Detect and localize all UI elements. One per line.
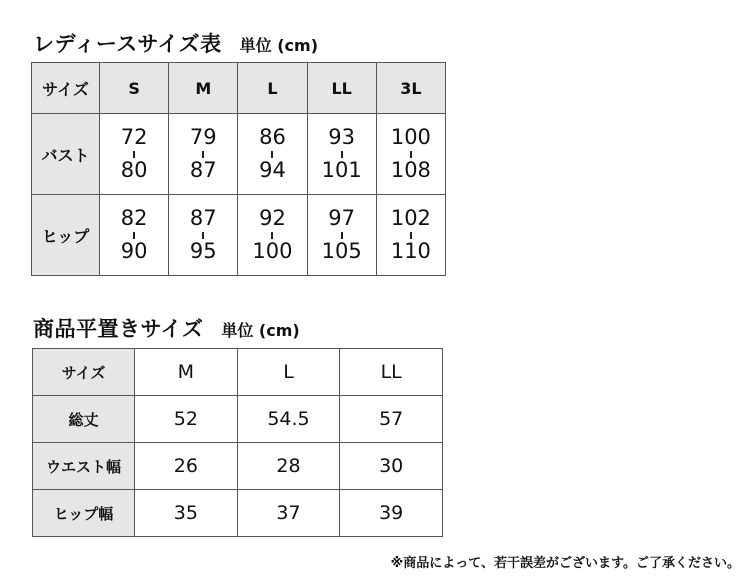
table-row bbox=[33, 490, 443, 537]
range-separator-icon bbox=[341, 232, 343, 239]
header-cell: サイズ bbox=[32, 63, 100, 114]
header-cell: L bbox=[238, 63, 307, 114]
ladies-size-table bbox=[31, 62, 446, 276]
value-cell: 52 bbox=[135, 396, 238, 443]
row-label: ウエスト幅 bbox=[33, 443, 135, 490]
range-min: 97 bbox=[328, 206, 356, 230]
table-row bbox=[33, 396, 443, 443]
table-header-row bbox=[32, 63, 446, 114]
range-separator-icon bbox=[410, 232, 412, 239]
range-cell bbox=[238, 195, 307, 276]
range-max: 100 bbox=[252, 239, 293, 263]
range-cell bbox=[376, 114, 445, 195]
range-min: 82 bbox=[120, 206, 148, 230]
header-cell: サイズ bbox=[33, 349, 135, 396]
table-row bbox=[32, 195, 446, 276]
range-max: 101 bbox=[321, 158, 362, 182]
row-label: ヒップ bbox=[32, 195, 100, 276]
value-cell: 37 bbox=[237, 490, 340, 537]
range-min: 102 bbox=[390, 206, 431, 230]
range-separator-icon bbox=[341, 151, 343, 158]
header-cell: LL bbox=[307, 63, 376, 114]
header-cell: LL bbox=[340, 349, 443, 396]
range-max: 90 bbox=[120, 239, 148, 263]
row-label: ヒップ幅 bbox=[33, 490, 135, 537]
range-min: 72 bbox=[120, 125, 148, 149]
flat-size-unit: 単位 (cm) bbox=[221, 321, 300, 340]
range-min: 87 bbox=[189, 206, 217, 230]
range-cell bbox=[238, 114, 307, 195]
disclaimer-note: ※商品によって、若干誤差がございます。ご了承ください。 bbox=[390, 556, 740, 571]
range-cell bbox=[100, 114, 169, 195]
range-cell bbox=[376, 195, 445, 276]
value-cell: 30 bbox=[340, 443, 443, 490]
range-cell bbox=[307, 114, 376, 195]
value-cell: 57 bbox=[340, 396, 443, 443]
range-separator-icon bbox=[133, 232, 135, 239]
table-row bbox=[33, 443, 443, 490]
range-min: 86 bbox=[259, 125, 286, 149]
header-cell: L bbox=[237, 349, 340, 396]
ladies-size-heading bbox=[33, 28, 318, 58]
range-separator-icon bbox=[271, 232, 273, 239]
range-max: 110 bbox=[390, 239, 431, 263]
header-cell: S bbox=[100, 63, 169, 114]
row-label: バスト bbox=[32, 114, 100, 195]
header-cell: 3L bbox=[376, 63, 445, 114]
range-cell bbox=[169, 114, 238, 195]
value-cell: 39 bbox=[340, 490, 443, 537]
range-separator-icon bbox=[202, 232, 204, 239]
header-cell: M bbox=[169, 63, 238, 114]
flat-size-table bbox=[32, 348, 443, 537]
range-max: 105 bbox=[321, 239, 362, 263]
table-header-row bbox=[33, 349, 443, 396]
range-cell bbox=[307, 195, 376, 276]
flat-size-title: 商品平置きサイズ bbox=[33, 317, 204, 341]
value-cell: 54.5 bbox=[237, 396, 340, 443]
range-max: 94 bbox=[259, 158, 286, 182]
value-cell: 28 bbox=[237, 443, 340, 490]
range-min: 100 bbox=[390, 125, 431, 149]
range-max: 87 bbox=[189, 158, 217, 182]
range-separator-icon bbox=[410, 151, 412, 158]
range-min: 79 bbox=[189, 125, 217, 149]
range-min: 92 bbox=[259, 206, 286, 230]
range-cell bbox=[100, 195, 169, 276]
ladies-size-unit: 単位 (cm) bbox=[239, 36, 319, 55]
table-row bbox=[32, 114, 446, 195]
value-cell: 35 bbox=[135, 490, 238, 537]
range-max: 95 bbox=[189, 239, 217, 263]
range-separator-icon bbox=[271, 151, 273, 158]
range-max: 80 bbox=[120, 158, 148, 182]
value-cell: 26 bbox=[135, 443, 238, 490]
range-min: 93 bbox=[328, 125, 356, 149]
row-label: 総丈 bbox=[33, 396, 135, 443]
range-separator-icon bbox=[202, 151, 204, 158]
ladies-size-title: レディースサイズ表 bbox=[33, 32, 222, 56]
header-cell: M bbox=[135, 349, 238, 396]
range-max: 108 bbox=[390, 158, 431, 182]
flat-size-heading bbox=[33, 313, 300, 343]
range-separator-icon bbox=[133, 151, 135, 158]
range-cell bbox=[169, 195, 238, 276]
